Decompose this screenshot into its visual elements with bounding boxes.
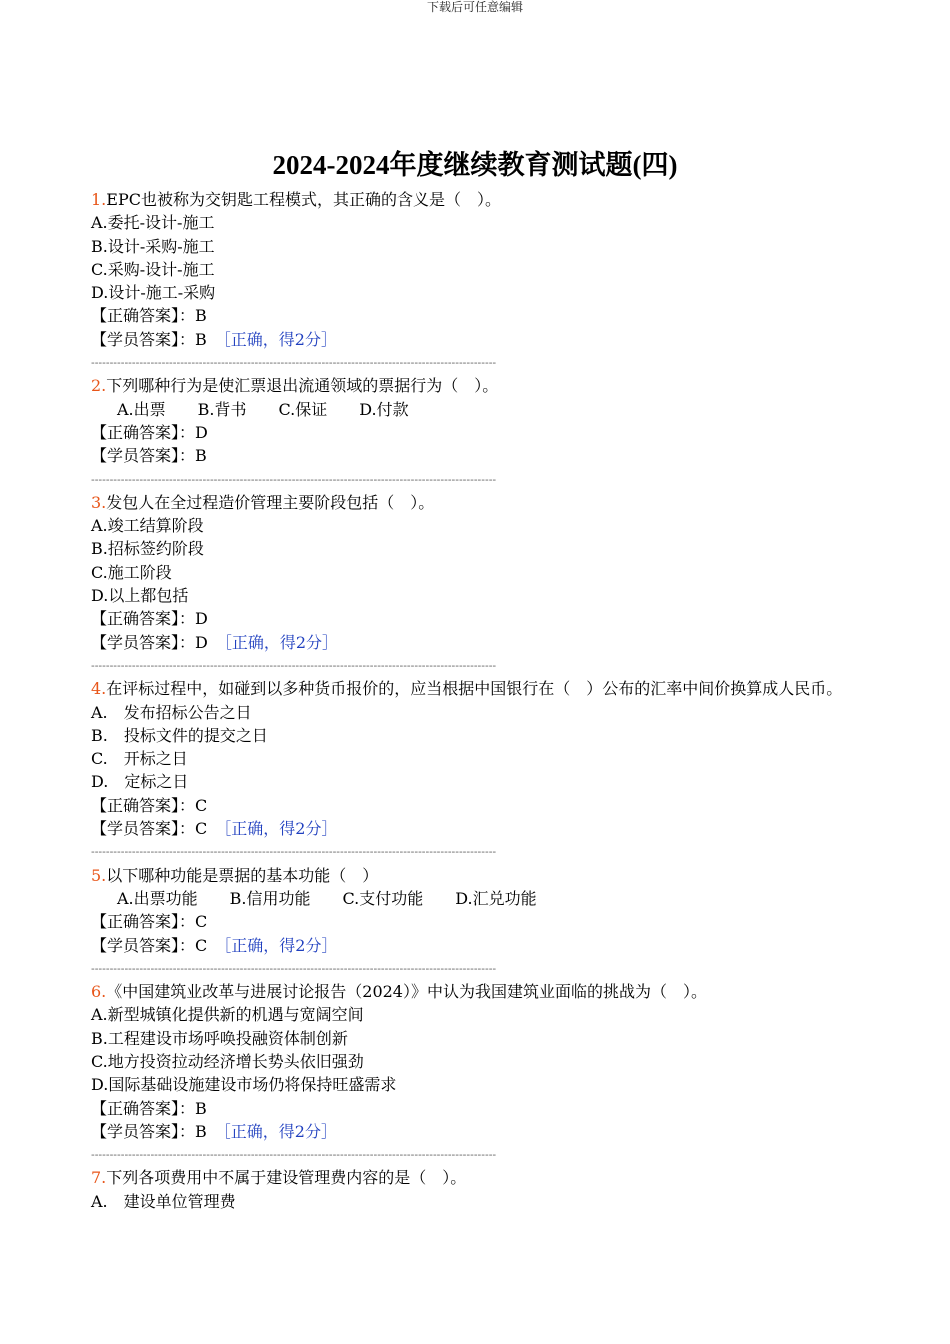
separator: ------------------------------------------------------------------------------------------------------------- xyxy=(91,356,497,370)
option-c: C.施工阶段 xyxy=(91,562,172,582)
student-value: C xyxy=(195,935,208,955)
page-header: 下载后可任意编辑 xyxy=(426,0,523,14)
student-value: D xyxy=(195,632,208,652)
question-text: 在评标过程中，如碰到以多种货币报价的，应当根据中国银行在（ ）公布的汇率中间价换算成人民币。 xyxy=(106,679,843,699)
student-label: 【学员答案】： xyxy=(91,329,196,349)
correct-value: D xyxy=(195,609,208,629)
result-badge: ［正确，得2分］ xyxy=(223,632,339,652)
correct-value: D xyxy=(195,422,208,442)
question-number: 1. xyxy=(91,190,107,209)
option-a: A.竣工结算阶段 xyxy=(91,516,204,536)
option-a: A.新型城镇化提供新的机遇与宽阔空间 xyxy=(91,1005,364,1025)
student-label: 【学员答案】： xyxy=(91,446,196,466)
question-number: 5. xyxy=(91,865,107,885)
question-6 xyxy=(91,980,871,1166)
result-badge: ［正确，得2分］ xyxy=(222,1121,337,1141)
option-a: A. 发布招标公告之日 xyxy=(91,702,252,722)
student-value: B xyxy=(195,446,207,466)
question-text: 《中国建筑业改革与进展讨论报告（2024）》中认为我国建筑业面临的挑战为（ ）。 xyxy=(106,982,707,1002)
question-7 xyxy=(91,1166,871,1213)
correct-answer xyxy=(91,607,871,630)
question-2 xyxy=(91,374,871,490)
option-d: D.设计-施工-采购 xyxy=(91,283,216,303)
student-answer xyxy=(91,444,871,467)
student-answer xyxy=(91,817,871,840)
inline-options: A.出票 B.背书 C.保证 D.付款 xyxy=(117,399,409,419)
page-title: 2024-2024年度继续教育测试题(四) xyxy=(272,150,678,180)
question-stem xyxy=(91,864,871,887)
separator: ------------------------------------------------------------------------------------------------------------- xyxy=(91,1148,497,1162)
option-b: B. 投标文件的提交之日 xyxy=(91,725,268,745)
student-value: B xyxy=(195,329,207,349)
question-list xyxy=(91,188,871,1213)
student-value: C xyxy=(195,819,208,839)
correct-value: B xyxy=(195,306,207,326)
question-5 xyxy=(91,864,871,980)
option-c: C.地方投资拉动经济增长势头依旧强劲 xyxy=(91,1051,364,1071)
student-answer xyxy=(91,1120,871,1143)
separator: ------------------------------------------------------------------------------------------------------------- xyxy=(91,961,497,975)
correct-label: 【正确答案】： xyxy=(91,912,196,932)
separator: ------------------------------------------------------------------------------------------------------------- xyxy=(91,845,497,859)
question-text: 下列各项费用中不属于建设管理费内容的是（ ）。 xyxy=(106,1168,467,1188)
question-stem xyxy=(91,980,871,1003)
student-label: 【学员答案】： xyxy=(91,819,196,839)
student-label: 【学员答案】： xyxy=(91,1121,196,1141)
correct-answer xyxy=(91,910,871,933)
question-number: 6. xyxy=(91,982,107,1002)
separator: ------------------------------------------------------------------------------------------------------------- xyxy=(91,658,497,672)
result-badge: ［正确，得2分］ xyxy=(222,329,337,349)
correct-label: 【正确答案】： xyxy=(91,306,196,326)
question-text: 以下哪种功能是票据的基本功能（ ） xyxy=(106,865,379,885)
option-c: C. 开标之日 xyxy=(91,749,188,769)
inline-options: A.出票功能 B.信用功能 C.支付功能 D.汇兑功能 xyxy=(117,888,537,908)
option-b: B.设计-采购-施工 xyxy=(91,236,215,256)
student-answer xyxy=(91,631,871,654)
question-stem xyxy=(91,677,871,700)
result-badge: ［正确，得2分］ xyxy=(223,935,338,955)
question-text: 下列哪种行为是使汇票退出流通领域的票据行为（ ）。 xyxy=(106,376,499,396)
correct-label: 【正确答案】： xyxy=(91,609,196,629)
correct-answer xyxy=(91,794,871,817)
option-a: A. 建设单位管理费 xyxy=(91,1191,236,1211)
correct-label: 【正确答案】： xyxy=(91,795,196,815)
student-label: 【学员答案】： xyxy=(91,632,196,652)
option-c: C.采购-设计-施工 xyxy=(91,259,215,279)
question-stem xyxy=(91,1166,871,1189)
question-3 xyxy=(91,491,871,677)
correct-label: 【正确答案】： xyxy=(91,1098,196,1118)
question-stem xyxy=(91,491,871,514)
separator: ------------------------------------------------------------------------------------------------------------- xyxy=(91,472,497,486)
correct-value: B xyxy=(195,1098,207,1118)
correct-value: C xyxy=(195,912,208,932)
question-text: 发包人在全过程造价管理主要阶段包括（ ）。 xyxy=(106,492,435,512)
question-4 xyxy=(91,677,871,863)
student-label: 【学员答案】： xyxy=(91,935,196,955)
question-stem xyxy=(91,188,871,211)
option-b: B.招标签约阶段 xyxy=(91,539,204,559)
question-stem xyxy=(91,374,871,397)
result-badge: ［正确，得2分］ xyxy=(223,819,338,839)
correct-value: C xyxy=(195,795,208,815)
question-1 xyxy=(91,188,871,374)
question-number: 3. xyxy=(91,492,107,512)
correct-answer xyxy=(91,421,871,444)
question-number: 2. xyxy=(91,376,107,396)
option-b: B.工程建设市场呼唤投融资体制创新 xyxy=(91,1028,348,1048)
question-number: 4. xyxy=(91,679,107,699)
question-number: 7. xyxy=(91,1168,107,1188)
correct-answer xyxy=(91,1097,871,1120)
correct-label: 【正确答案】： xyxy=(91,422,196,442)
option-a: A.委托-设计-施工 xyxy=(91,213,215,233)
option-d: D.国际基础设施建设市场仍将保持旺盛需求 xyxy=(91,1075,397,1095)
student-value: B xyxy=(195,1121,207,1141)
correct-answer xyxy=(91,304,871,327)
student-answer xyxy=(91,934,871,957)
option-d: D. 定标之日 xyxy=(91,772,189,792)
question-text: EPC也被称为交钥匙工程模式，其正确的含义是（ ）。 xyxy=(106,190,501,209)
student-answer xyxy=(91,328,871,351)
option-d: D.以上都包括 xyxy=(91,586,189,606)
